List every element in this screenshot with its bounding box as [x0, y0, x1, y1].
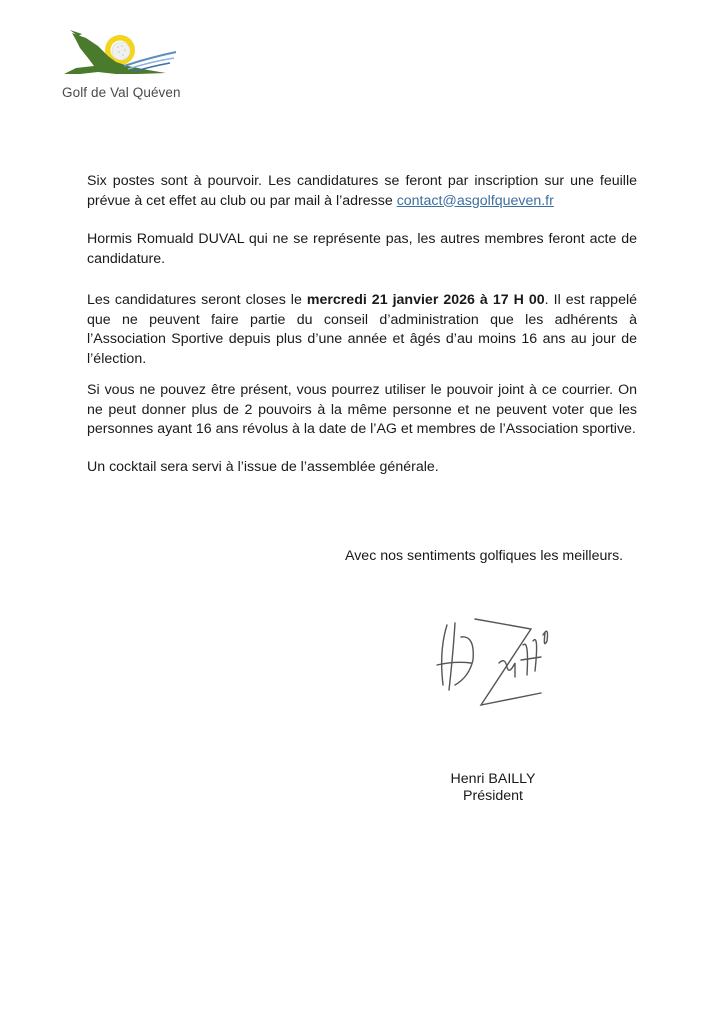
paragraph-proxy: [87, 381, 637, 440]
deadline-date: mercredi 21 janvier 2026 à 17 H 00: [306, 292, 545, 308]
paragraph-candidates: [87, 230, 637, 269]
cocktail-text: Un cocktail sera servi à l’issue de l’assemblée générale.: [87, 459, 439, 475]
deadline-text: [87, 291, 637, 369]
signer-block: [440, 771, 546, 805]
candidates-text: Hormis Romuald DUVAL qui ne se représente pas, les autres membres feront acte de candidature.: [87, 231, 637, 267]
paragraph-open-positions: [87, 172, 637, 211]
club-name: Golf de Val Quéven: [62, 85, 181, 100]
paragraph-deadline: [87, 291, 637, 369]
signer-title: Président: [463, 788, 523, 804]
signature: [425, 605, 565, 720]
proxy-text: Si vous ne pouvez être présent, vous pourrez utiliser le pouvoir joint à ce courrier. On ne peut donner plus de 2 pouvoirs à la même personne et ne peuvent voter que les personnes ayant 16 ans révolus à la date de l’AG et membres de l’Association sportive.: [87, 382, 637, 437]
club-logo: [58, 30, 180, 100]
deadline-rules: . Il est rappelé que ne peuvent faire partie du conseil d’administration que les adhérents à l’Association Sportive depuis plus d’une année et âgés d’au moins 16 ans au jour de l’élection.: [87, 292, 637, 367]
paragraph-positions: [87, 172, 637, 211]
paragraph-cocktail: [87, 458, 637, 478]
golf-ball-sun-logo-icon: [58, 30, 180, 86]
handwritten-signature-icon: [425, 605, 565, 715]
deadline-intro: Les candidatures seront closes le: [87, 292, 307, 308]
signer-name: Henri BAILLY: [450, 771, 536, 787]
contact-email-link[interactable]: contact@asgolfqueven.fr: [396, 192, 554, 209]
closing-salutation: Avec nos sentiments golfiques les meilleurs.: [345, 548, 624, 564]
open-positions-text: Six postes sont à pourvoir. Les candidatures se feront par inscription sur une feuille prévue à cet effet au club ou par mail à l’adresse: [87, 173, 637, 209]
